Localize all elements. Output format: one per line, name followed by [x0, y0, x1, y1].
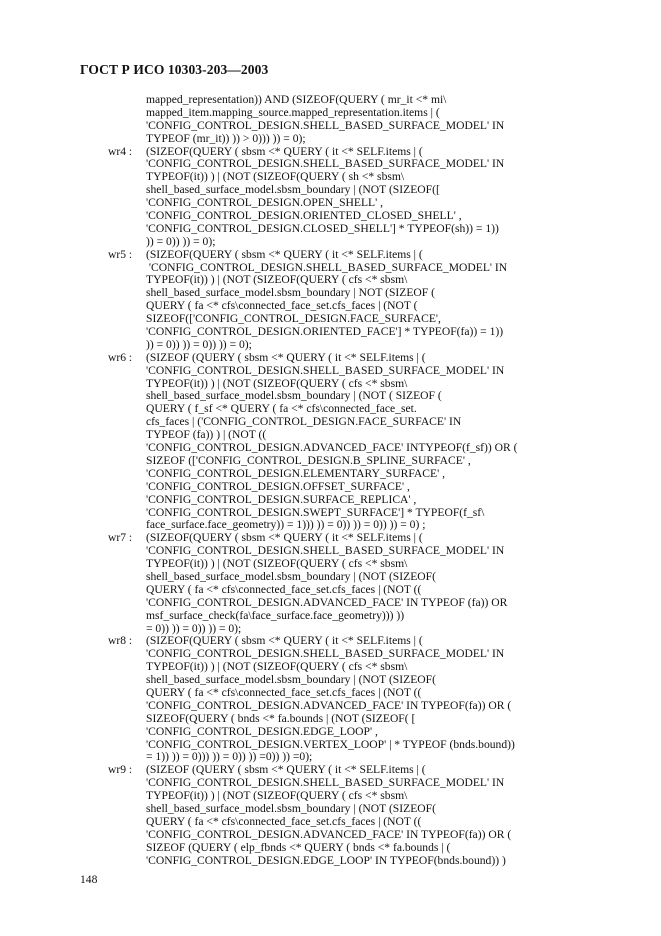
- code-line: [0, 120, 661, 133]
- code-text: (SIZEOF(QUERY ( sbsm <* QUERY ( it <* SELF.items | (: [146, 634, 423, 648]
- document-header: ГОСТ Р ИСО 10303-203—2003: [80, 62, 269, 77]
- code-line: [0, 481, 661, 494]
- code-line: [0, 494, 661, 507]
- code-line: [0, 713, 661, 726]
- code-line: [0, 223, 661, 236]
- code-text: 'CONFIG_CONTROL_DESIGN.ORIENTED_FACE'] * TYPEOF(fa)) = 1)): [146, 325, 504, 339]
- code-line: [0, 94, 661, 107]
- rule-wr6: [0, 352, 661, 532]
- code-text: shell_based_surface_model.sbsm_boundary | (NOT ( SIZEOF (: [146, 389, 442, 403]
- code-text: shell_based_surface_model.sbsm_boundary | (NOT (SIZEOF(: [146, 801, 436, 815]
- code-text: 'CONFIG_CONTROL_DESIGN.SURFACE_REPLICA' ,: [146, 492, 417, 506]
- code-text: (SIZEOF (QUERY ( sbsm <* QUERY ( it <* SELF.items | (: [146, 763, 426, 777]
- code-line: [0, 107, 661, 120]
- code-text: (SIZEOF(QUERY ( sbsm <* QUERY ( it <* SELF.items | (: [146, 247, 423, 261]
- code-text: )) = 0)) )) = 0);: [146, 234, 216, 248]
- code-line: [0, 855, 661, 868]
- rule-label: wr5 :: [108, 247, 133, 261]
- code-text: 'CONFIG_CONTROL_DESIGN.ADVANCED_FACE' IN TYPEOF (fa)) OR: [146, 595, 508, 609]
- code-line: [0, 816, 661, 829]
- code-text: QUERY ( f_sf <* QUERY ( fa <* cfs\connected_face_set.: [146, 402, 417, 416]
- rule-label: wr9 :: [108, 763, 133, 777]
- code-text: QUERY ( fa <* cfs\connected_face_set.cfs_faces | (NOT (: [146, 299, 418, 313]
- code-text: 'CONFIG_CONTROL_DESIGN.SHELL_BASED_SURFACE_MODEL' IN: [146, 647, 505, 661]
- code-text: shell_based_surface_model.sbsm_boundary | (NOT (SIZEOF([: [146, 183, 440, 197]
- code-text: (SIZEOF (QUERY ( sbsm <* QUERY ( it <* SELF.items | (: [146, 350, 426, 364]
- code-text: TYPEOF(it)) ) | (NOT (SIZEOF(QUERY ( cfs <* sbsm\: [146, 789, 408, 803]
- code-text: = 0)) )) = 0)) )) = 0);: [146, 621, 242, 635]
- code-line: [0, 416, 661, 429]
- code-text: mapped_item.mapping_source.mapped_representation.items | (: [146, 105, 440, 119]
- code-text: QUERY ( fa <* cfs\connected_face_set.cfs_faces | (NOT ((: [146, 685, 422, 699]
- code-text: 'CONFIG_CONTROL_DESIGN.ADVANCED_FACE' INTYPEOF(f_sf)) OR (: [146, 441, 518, 455]
- rule-label: wr4 :: [108, 144, 133, 158]
- code-line: [0, 249, 661, 262]
- code-line: [0, 584, 661, 597]
- code-line: [0, 571, 661, 584]
- rule-label: wr7 :: [108, 531, 133, 545]
- code-text: 'CONFIG_CONTROL_DESIGN.ADVANCED_FACE' IN TYPEOF(fa)) OR (: [146, 698, 512, 712]
- code-line: [0, 442, 661, 455]
- code-text: SIZEOF(['CONFIG_CONTROL_DESIGN.FACE_SURFACE',: [146, 312, 441, 326]
- code-line: [0, 700, 661, 713]
- page-number: 148: [80, 873, 98, 886]
- code-text: 'CONFIG_CONTROL_DESIGN.VERTEX_LOOP' | * TYPEOF (bnds.bound)): [146, 737, 515, 751]
- code-line: [0, 365, 661, 378]
- code-line: [0, 210, 661, 223]
- rule-label: wr8 :: [108, 634, 133, 648]
- code-line: [0, 726, 661, 739]
- code-text: SIZEOF (QUERY ( elp_fbnds <* QUERY ( bnds <* fa.bounds | (: [146, 840, 451, 854]
- code-text: SIZEOF (['CONFIG_CONTROL_DESIGN.B_SPLINE_SURFACE' ,: [146, 453, 471, 467]
- code-line: [0, 610, 661, 623]
- code-text: QUERY ( fa <* cfs\connected_face_set.cfs_faces | (NOT ((: [146, 582, 422, 596]
- rule-wr4: [0, 146, 661, 249]
- code-text: TYPEOF(it)) ) | (NOT (SIZEOF(QUERY ( cfs <* sbsm\: [146, 273, 408, 287]
- code-text: TYPEOF(it)) ) | (NOT (SIZEOF(QUERY ( sh <* sbsm\: [146, 170, 405, 184]
- code-text: 'CONFIG_CONTROL_DESIGN.SHELL_BASED_SURFACE_MODEL' IN: [146, 157, 505, 171]
- code-text: TYPEOF (fa)) ) | (NOT ((: [146, 428, 267, 442]
- code-line: [0, 739, 661, 752]
- code-text: TYPEOF(it)) ) | (NOT (SIZEOF(QUERY ( cfs <* sbsm\: [146, 660, 408, 674]
- code-text: 'CONFIG_CONTROL_DESIGN.ORIENTED_CLOSED_SHELL' ,: [146, 209, 462, 223]
- code-line: [0, 468, 661, 481]
- code-text: QUERY ( fa <* cfs\connected_face_set.cfs_faces | (NOT ((: [146, 814, 422, 828]
- code-text: 'CONFIG_CONTROL_DESIGN.SHELL_BASED_SURFACE_MODEL' IN: [146, 118, 505, 132]
- code-text: 'CONFIG_CONTROL_DESIGN.SHELL_BASED_SURFACE_MODEL' IN: [146, 363, 505, 377]
- code-text: (SIZEOF(QUERY ( sbsm <* QUERY ( it <* SELF.items | (: [146, 531, 423, 545]
- code-line: [0, 687, 661, 700]
- code-text: 'CONFIG_CONTROL_DESIGN.SWEPT_SURFACE'] * TYPEOF(f_sf\: [146, 505, 485, 519]
- rule-wr9: [0, 764, 661, 867]
- code-text: 'CONFIG_CONTROL_DESIGN.SHELL_BASED_SURFACE_MODEL' IN: [146, 260, 508, 274]
- document-body: [0, 94, 661, 867]
- rule-wr8: [0, 635, 661, 764]
- code-line: [0, 597, 661, 610]
- code-text: cfs_faces | ('CONFIG_CONTROL_DESIGN.FACE_SURFACE' IN: [146, 415, 462, 429]
- code-text: TYPEOF(it)) ) | (NOT (SIZEOF(QUERY ( cfs <* sbsm\: [146, 557, 408, 571]
- code-text: (SIZEOF(QUERY ( sbsm <* QUERY ( it <* SELF.items | (: [146, 144, 423, 158]
- code-text: msf_surface_check(fa\face_surface.face_geometry))) )): [146, 608, 405, 622]
- code-text: shell_based_surface_model.sbsm_boundary | (NOT (SIZEOF(: [146, 673, 436, 687]
- code-text: 'CONFIG_CONTROL_DESIGN.EDGE_LOOP' IN TYPEOF(bnds.bound)) ): [146, 853, 506, 867]
- code-text: SIZEOF(QUERY ( bnds <* fa.bounds | (NOT (SIZEOF( [: [146, 711, 416, 725]
- code-line: [0, 339, 661, 352]
- code-text: shell_based_surface_model.sbsm_boundary | (NOT (SIZEOF(: [146, 569, 436, 583]
- rule-wr7: [0, 532, 661, 635]
- code-text: 'CONFIG_CONTROL_DESIGN.ADVANCED_FACE' IN TYPEOF(fa)) OR (: [146, 827, 512, 841]
- code-text: 'CONFIG_CONTROL_DESIGN.SHELL_BASED_SURFACE_MODEL' IN: [146, 776, 505, 790]
- code-line: [0, 803, 661, 816]
- code-line: [0, 133, 661, 146]
- code-text: 'CONFIG_CONTROL_DESIGN.CLOSED_SHELL'] * TYPEOF(sh)) = 1)): [146, 221, 499, 235]
- code-text: 'CONFIG_CONTROL_DESIGN.OPEN_SHELL' ,: [146, 196, 384, 210]
- code-text: shell_based_surface_model.sbsm_boundary | NOT (SIZEOF (: [146, 286, 436, 300]
- rule-wr5: [0, 249, 661, 352]
- code-line: [0, 829, 661, 842]
- code-line: [0, 326, 661, 339]
- code-text: 'CONFIG_CONTROL_DESIGN.EDGE_LOOP' ,: [146, 724, 378, 738]
- code-line: [0, 842, 661, 855]
- code-text: TYPEOF (mr_it)) )) > 0))) )) = 0);: [146, 131, 306, 145]
- code-text: 'CONFIG_CONTROL_DESIGN.OFFSET_SURFACE' ,: [146, 479, 410, 493]
- code-text: )) = 0)) )) = 0)) )) = 0);: [146, 337, 252, 351]
- code-text: 'CONFIG_CONTROL_DESIGN.ELEMENTARY_SURFACE' ,: [146, 466, 446, 480]
- rule-label: wr6 :: [108, 350, 133, 364]
- code-line: [0, 455, 661, 468]
- code-text: = 1)) )) = 0))) )) = 0)) )) =0)) )) =0);: [146, 750, 313, 764]
- code-text: TYPEOF(it)) ) | (NOT (SIZEOF(QUERY ( cfs <* sbsm\: [146, 376, 408, 390]
- code-text: 'CONFIG_CONTROL_DESIGN.SHELL_BASED_SURFACE_MODEL' IN: [146, 544, 505, 558]
- code-text: face_surface.face_geometry)) = 1))) )) = 0)) )) = 0)) )) = 0) ;: [146, 518, 426, 532]
- rule-continuation: [0, 94, 661, 146]
- code-text: mapped_representation)) AND (SIZEOF(QUERY ( mr_it <* mi\: [146, 93, 447, 106]
- code-line: [0, 236, 661, 249]
- code-line: [0, 352, 661, 365]
